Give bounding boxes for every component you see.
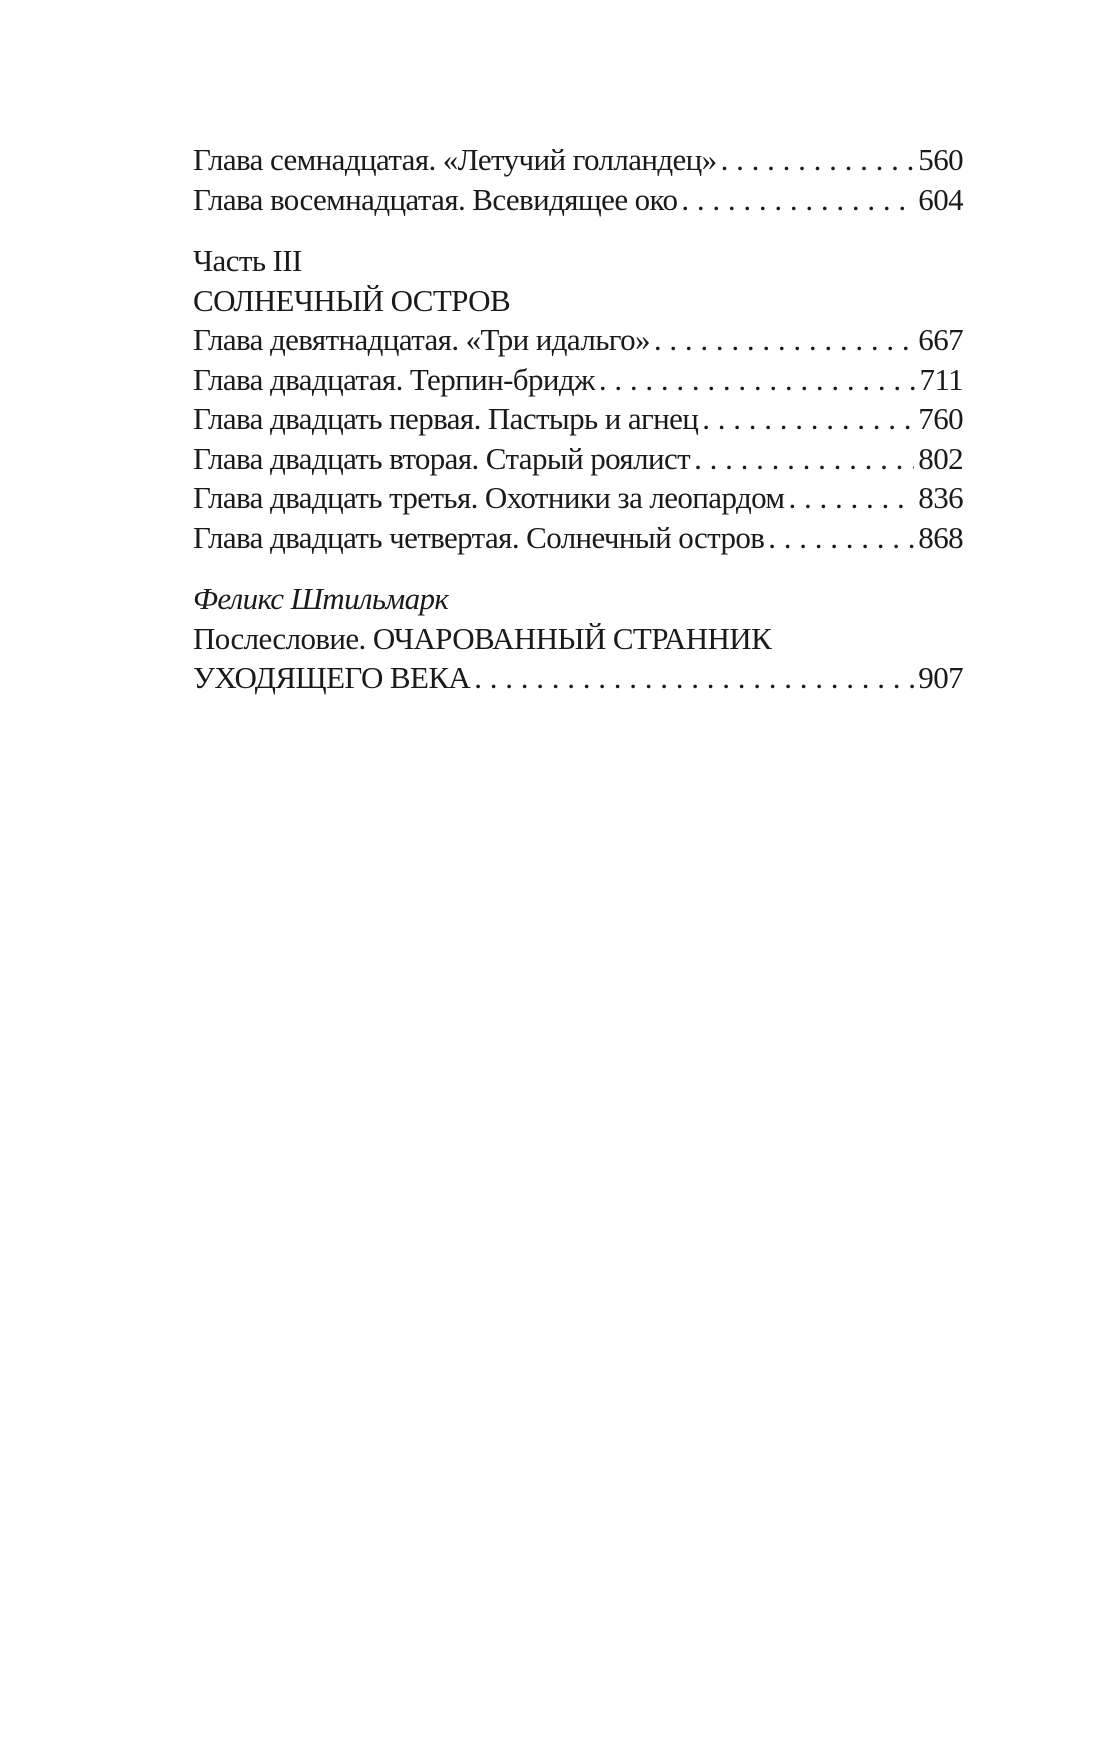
toc-entry <box>193 140 963 180</box>
afterword-title-line1: Послесловие. ОЧАРОВАННЫЙ СТРАННИК <box>193 620 772 656</box>
dot-leader <box>721 140 915 180</box>
entry-title: Глава двадцать вторая. Старый роялист <box>193 440 691 476</box>
dot-leader <box>681 180 914 220</box>
dot-leader <box>788 478 914 518</box>
toc-entry <box>193 658 963 698</box>
dot-leader <box>474 658 914 698</box>
dot-leader <box>768 518 914 558</box>
dot-leader <box>694 439 914 479</box>
entry-page: 836 <box>918 480 963 515</box>
toc-entry <box>193 399 963 439</box>
dot-leader <box>599 360 916 400</box>
entry-title: Глава двадцать четвертая. Солнечный остров <box>193 519 765 555</box>
table-of-contents <box>193 140 963 698</box>
entry-title: Глава двадцать третья. Охотники за леопардом <box>193 480 785 515</box>
entry-page: 907 <box>918 660 963 695</box>
part-title: СОЛНЕЧНЫЙ ОСТРОВ <box>193 282 511 318</box>
entry-page: 760 <box>918 401 963 436</box>
entry-page: 711 <box>919 361 963 397</box>
entry-page: 667 <box>918 322 963 357</box>
entry-page: 868 <box>918 519 963 555</box>
toc-entry <box>193 320 963 360</box>
toc-entry <box>193 439 963 479</box>
dot-leader <box>654 320 914 360</box>
entry-title: Глава двадцатая. Терпин-бридж <box>193 361 595 397</box>
entry-title: Глава девятнадцатая. «Три идальго» <box>193 322 650 357</box>
toc-entry <box>193 360 963 400</box>
dot-leader <box>702 399 914 439</box>
afterword-title-line2: УХОДЯЩЕГО ВЕКА <box>193 660 471 695</box>
part-label: Часть III <box>193 243 302 278</box>
entry-page: 802 <box>918 440 963 476</box>
toc-entry <box>193 478 963 518</box>
entry-title: Глава восемнадцатая. Всевидящее око <box>193 181 678 217</box>
toc-entry <box>193 518 963 558</box>
entry-title: Глава семнадцатая. «Летучий голландец» <box>193 142 717 177</box>
afterword-author: Феликс Штильмарк <box>193 581 449 616</box>
entry-page: 560 <box>918 142 963 177</box>
entry-title: Глава двадцать первая. Пастырь и агнец <box>193 401 699 436</box>
entry-page: 604 <box>918 181 963 217</box>
toc-entry <box>193 180 963 220</box>
